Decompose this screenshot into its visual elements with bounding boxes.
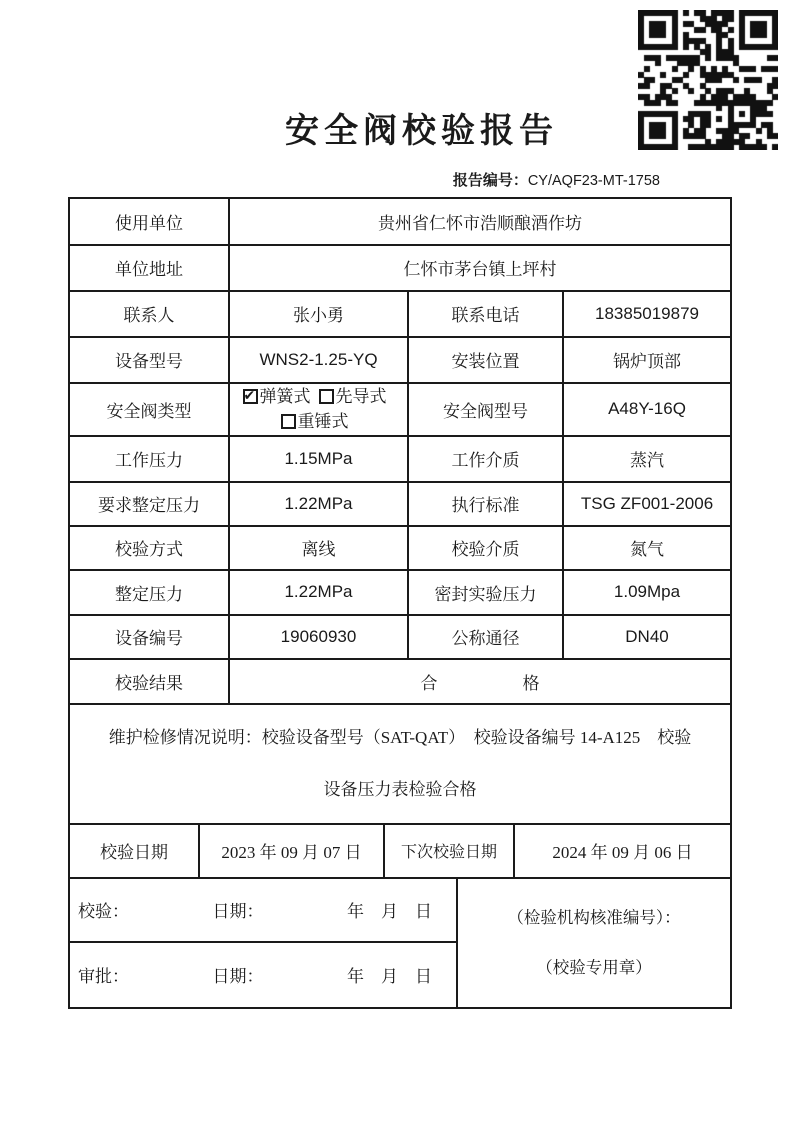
verifier-signature-cell [69,878,457,942]
field-install-position-value: 锅炉顶部 [563,337,731,383]
field-calibration-date-value: 2023 年 09 月 07 日 [199,824,384,878]
valve-type-option: ✔弹簧式 [243,387,311,406]
field-seal-test-pressure-label: 密封实验压力 [408,570,563,615]
field-calibration-method-value: 离线 [229,526,408,570]
field-standard-value: TSG ZF001-2006 [563,482,731,526]
report-number-value: CY/AQF23-MT-1758 [527,172,660,189]
verifier-signature-line [70,897,456,922]
report-table-signatures [68,877,732,1009]
report-table-main [68,197,732,825]
valve-type-option: 先导式 [319,387,387,406]
field-valve-model-label: 安全阀型号 [408,383,563,436]
page-title: 安全阀校验报告 [285,113,558,150]
checkbox-checked-icon [243,389,258,404]
approver-signature-cell [69,942,457,1008]
field-unit-address-value: 仁怀市茅台镇上坪村 [229,245,731,291]
verifier-label: 校验： [78,902,129,922]
field-working-medium-label: 工作介质 [408,436,563,482]
field-seal-test-pressure-value: 1.09Mpa [563,570,731,615]
org-stamp-cell [457,878,731,1008]
report-number-label: 报告编号： [452,172,528,189]
field-unit-address-label: 单位地址 [69,245,229,291]
field-use-unit-label: 使用单位 [69,198,229,245]
field-valve-type-value [229,383,408,436]
field-calibration-medium-label: 校验介质 [408,526,563,570]
field-working-medium-value: 蒸汽 [563,436,731,482]
field-result-label: 校验结果 [69,659,229,704]
field-use-unit-value: 贵州省仁怀市浩顺酿酒作坊 [229,198,731,245]
field-valve-type-label: 安全阀类型 [69,383,229,436]
field-contact-value: 张小勇 [229,291,408,337]
checkbox-unchecked-icon [319,389,334,404]
approver-ymd: 年 月 日 [347,967,432,987]
field-result-value: 合 格 [229,659,731,704]
approver-signature-line [70,962,456,987]
verifier-date-label: 日期： [212,902,264,922]
approver-date-label: 日期： [212,967,264,987]
field-valve-model-value: A48Y-16Q [563,383,731,436]
field-calibration-method-label: 校验方式 [69,526,229,570]
checkbox-unchecked-icon [281,414,296,429]
valve-type-line2 [230,409,407,435]
field-contact-phone-value: 18385019879 [563,291,731,337]
field-next-calibration-date-label: 下次校验日期 [384,824,514,878]
field-working-pressure-value: 1.15MPa [229,436,408,482]
field-equipment-no-label: 设备编号 [69,615,229,659]
field-set-pressure-value: 1.22MPa [229,570,408,615]
field-required-set-pressure-value: 1.22MPa [229,482,408,526]
field-equipment-model-value: WNS2-1.25-YQ [229,337,408,383]
maintenance-note-line2: 设备压力表检验合格 [323,779,477,799]
report-form [68,197,730,1009]
field-nominal-diameter-label: 公称通径 [408,615,563,659]
field-equipment-model-label: 设备型号 [69,337,229,383]
valve-type-option: 重锤式 [281,412,349,431]
verifier-ymd: 年 月 日 [347,902,432,922]
field-standard-label: 执行标准 [408,482,563,526]
report-table-dates [68,823,732,879]
org-stamp-line: （校验专用章） [536,957,652,977]
maintenance-note-cell [69,704,731,824]
report-number [0,169,793,190]
field-contact-label: 联系人 [69,291,229,337]
maintenance-note-line1: 维护检修情况说明：校验设备型号（SAT-QAT） 校验设备编号 14-A125 校验 [108,727,692,747]
field-next-calibration-date-value: 2024 年 09 月 06 日 [514,824,731,878]
field-calibration-medium-value: 氮气 [563,526,731,570]
field-nominal-diameter-value: DN40 [563,615,731,659]
org-approval-no-line: （检验机构核准编号）： [507,907,681,927]
qr-code [638,10,778,150]
field-equipment-no-value: 19060930 [229,615,408,659]
valve-type-line1 [230,384,407,410]
field-calibration-date-label: 校验日期 [69,824,199,878]
field-required-set-pressure-label: 要求整定压力 [69,482,229,526]
field-working-pressure-label: 工作压力 [69,436,229,482]
field-contact-phone-label: 联系电话 [408,291,563,337]
field-set-pressure-label: 整定压力 [69,570,229,615]
approver-label: 审批： [78,967,129,987]
field-install-position-label: 安装位置 [408,337,563,383]
